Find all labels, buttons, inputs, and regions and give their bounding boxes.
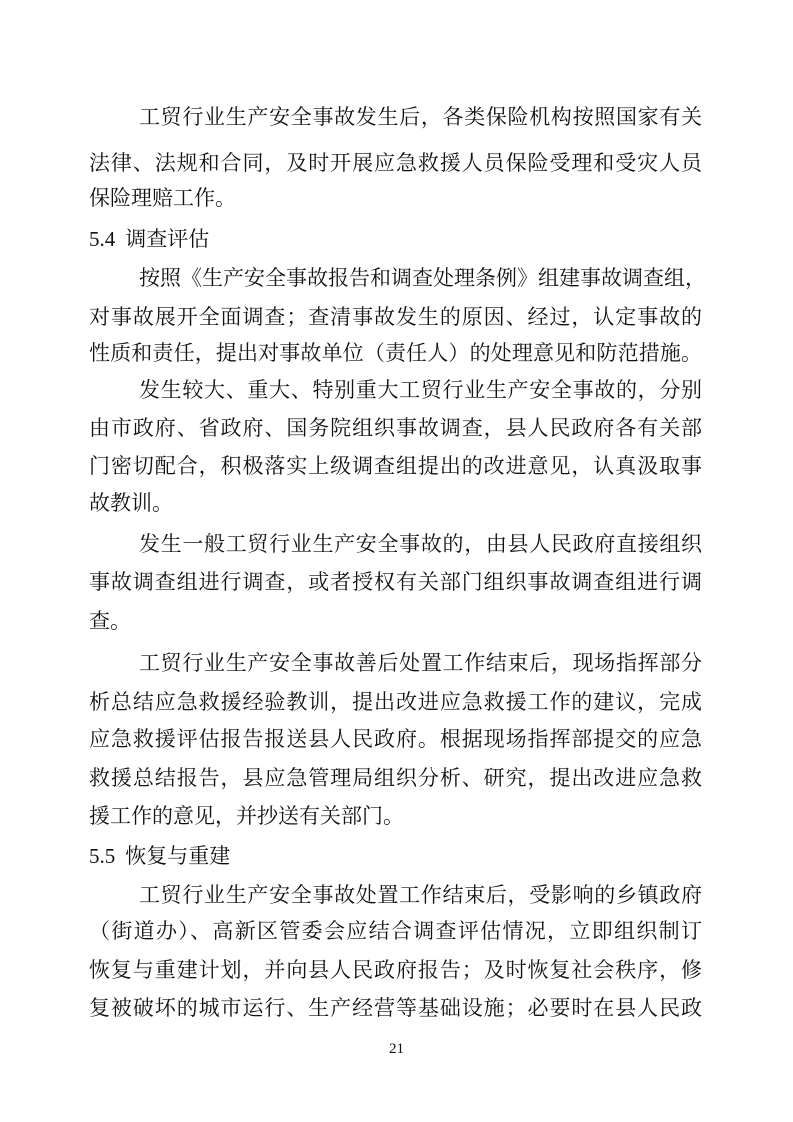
paragraph-line: 工贸行业生产安全事故处置工作结束后，受影响的乡镇政府 (139, 883, 702, 907)
section-number: 5.4 (89, 227, 116, 251)
paragraph-line: （街道办）、高新区管委会应结合调查评估情况，立即组织制订 (89, 919, 702, 943)
paragraph-line: 析总结应急救援经验教训，提出改进应急救援工作的建议，完成 (89, 690, 702, 714)
paragraph-line: 恢复与重建计划，并向县人民政府报告；及时恢复社会秩序，修 (89, 958, 702, 982)
paragraph-line: 救援总结报告，县应急管理局组织分析、研究，提出改进应急救 (89, 766, 702, 790)
paragraph-line: 援工作的意见，并抄送有关部门。 (89, 804, 404, 828)
section-heading (89, 226, 209, 252)
paragraph-line: 由市政府、省政府、国务院组织事故调查，县人民政府各有关部 (89, 416, 702, 440)
paragraph-line: 事故调查组进行调查，或者授权有关部门组织事故调查组进行调 (89, 570, 702, 594)
paragraph-line: 复被破坏的城市运行、生产经营等基础设施；必要时在县人民政 (89, 996, 702, 1020)
page-number: 21 (389, 1041, 404, 1057)
paragraph-line: 门密切配合，积极落实上级调查组提出的改进意见，认真汲取事 (89, 454, 702, 478)
paragraph-line: 性质和责任，提出对事故单位（责任人）的处理意见和防范措施。 (89, 341, 702, 365)
section-heading (89, 843, 230, 869)
paragraph-line: 查。 (89, 609, 131, 633)
paragraph-line: 工贸行业生产安全事故发生后，各类保险机构按照国家有关 (139, 105, 702, 129)
section-title: 恢复与重建 (125, 844, 231, 868)
paragraph-line: 发生一般工贸行业生产安全事故的，由县人民政府直接组织 (139, 532, 702, 556)
paragraph-line: 故教训。 (89, 491, 173, 515)
paragraph-line: 法律、法规和合同，及时开展应急救援人员保险受理和受灾人员 (89, 151, 702, 175)
paragraph-line: 应急救援评估报告报送县人民政府。根据现场指挥部提交的应急 (89, 727, 702, 751)
section-number: 5.5 (89, 844, 116, 868)
section-title: 调查评估 (125, 227, 210, 251)
paragraph-line: 工贸行业生产安全事故善后处置工作结束后，现场指挥部分 (139, 651, 702, 675)
paragraph-line: 发生较大、重大、特别重大工贸行业生产安全事故的，分别 (139, 378, 702, 402)
paragraph-line: 保险理赔工作。 (89, 186, 236, 210)
paragraph-line: 按照《生产安全事故报告和调查处理条例》组建事故调查组， (139, 266, 706, 290)
paragraph-line: 对事故展开全面调查；查清事故发生的原因、经过，认定事故的 (89, 305, 702, 329)
